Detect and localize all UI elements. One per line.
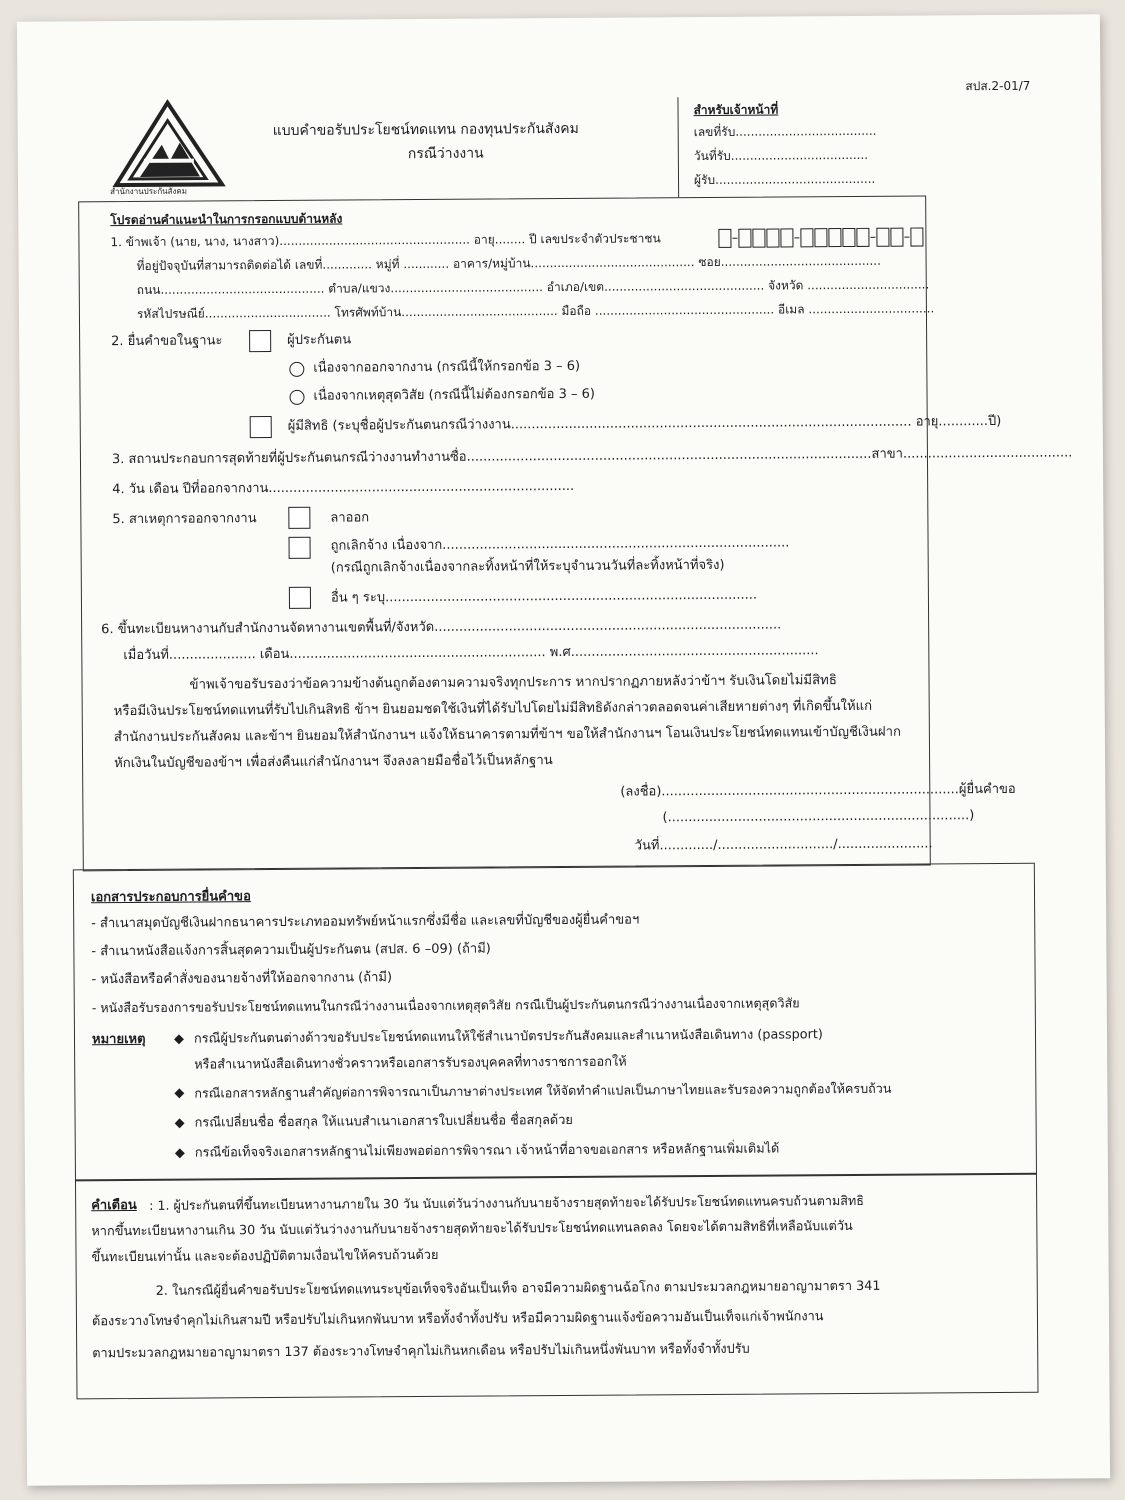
declaration-line-1: ข้าพเจ้าขอรับรองว่าข้อความข้างต้นถูกต้องตามความจริงทุกประการ หากปรากฏภายหลังว่าข้าฯ รับเงินโดยไม่มีสิทธิ — [189, 673, 837, 693]
officer-box — [677, 96, 915, 198]
signature-date-field[interactable]: วันที่............./............................/....................... — [634, 836, 933, 854]
declaration-line-2: หรือมีเงินประโยชน์ทดแทนที่รับไปเกินสิทธิ ข้าฯ ยินยอมชดใช้เงินที่ได้รับไปโดยไม่มีสิทธิดังกล่าวตลอดจนค่าเสียหายต่างๆ ที่เกิดขึ้นให้แก่ — [113, 698, 873, 720]
job-registration-field[interactable]: 6. ขึ้นทะเบียนหางานกับสำนักงานจัดหางานเขตพื้นที่/จังหวัด.................................................................................... — [101, 617, 782, 638]
beneficiary-field[interactable]: ผู้มีสิทธิ (ระบุชื่อผู้ประกันตนกรณีว่างงาน................................................................................................. อายุ............ปี) — [287, 413, 1002, 434]
resign-option-label: เนื่องจากออกจากงาน (กรณีนี้ให้กรอกข้อ 3 – 6) — [313, 358, 581, 376]
signature-field[interactable]: (ลงชื่อ)........................................................................ผู้ยื่นคำขอ — [620, 781, 1016, 800]
remark-bullet-icon: ◆ — [173, 1031, 185, 1047]
warning-line: ตามประมวลกฎหมายอาญามาตรา 137 ต้องระวางโทษจำคุกไม่เกินหกเดือน หรือปรับไม่เกินหนึ่งพันบาท หรือทั้งจำทั้งปรับ — [92, 1341, 750, 1362]
dismissed-field[interactable]: ถูกเลิกจ้าง เนื่องจาก.................................................................................... — [330, 535, 790, 554]
address-line[interactable]: ที่อยู่ปัจจุบันที่สามารถติดต่อได้ เลขที่............. หมู่ที่ ............ อาคาร/หมู่บ้าน........................................... ซอย.......................................... — [136, 253, 881, 273]
insured-checkbox[interactable] — [249, 330, 271, 352]
form-paper — [17, 14, 1110, 1486]
registration-date-field[interactable]: เมื่อวันที่..................... เดือน.............................................................. พ.ศ............................................................ — [123, 643, 819, 664]
document-item: - หนังสือหรือคำสั่งของนายจ้างที่ให้ออกจากงาน (ถ้ามี) — [91, 970, 393, 988]
received-no-field[interactable]: เลขที่รับ..................................... — [693, 123, 877, 140]
dismissed-checkbox[interactable] — [289, 537, 311, 559]
remark-item: กรณีข้อเท็จจริงเอกสารหลักฐานไม่เพียงพอต่อการพิจารณา เจ้าหน้าที่อาจขอเอกสาร หรือหลักฐานเพิ่มเติมได้ — [194, 1141, 780, 1161]
warning-label: คำเตือน — [91, 1197, 137, 1214]
logo-org-name: สำนักงานประกันสังคม — [110, 186, 188, 197]
declaration-line-3: สำนักงานประกันสังคม และข้าฯ ยินยอมให้สำนักงานฯ แจ้งให้ธนาคารตามที่ข้าฯ ขอให้สำนักงานฯ โอนเงินประโยชน์ทดแทนเข้าบัญชีเงินฝาก — [113, 724, 902, 746]
road-district-line[interactable]: ถนน........................................... ตำบล/แขวง........................................ อำเภอ/เขต.......................................... จังหวัด ................................ — [136, 277, 930, 297]
sso-logo — [109, 98, 230, 203]
disaster-option-label: เนื่องจากเหตุสุดวิสัย (กรณีนี้ไม่ต้องกรอกข้อ 3 – 6) — [313, 386, 595, 404]
postcode-contact-line[interactable]: รหัสไปรษณีย์................................. โทรศัพท์บ้าน......................................... มือถือ ............................................... อีเมล ................................. — [136, 301, 935, 321]
leave-reason-label: 5. สาเหตุการออกจากงาน — [112, 511, 257, 528]
remark-bullet-icon: ◆ — [174, 1085, 185, 1101]
declaration-line-4: หักเงินในบัญชีของข้าฯ เพื่อส่งคืนแก่สำนักงานฯ จึงลงลายมือชื่อไว้เป็นหลักฐาน — [114, 753, 553, 772]
last-workplace-field[interactable]: 3. สถานประกอบการสุดท้ายที่ผู้ประกันตนกรณีว่างงานทำงานซื่อ..................................................................................................สาขา......................................... — [111, 445, 1073, 468]
remark-bullet-icon: ◆ — [174, 1145, 185, 1161]
document-item: - หนังสือรับรองการขอรับประโยชน์ทดแทนในกรณีว่างงานเนื่องจากเหตุสุดวิสัย กรณีเป็นผู้ประกันตนกรณีว่างงานเนื่องจากเหตุสุดวิสัย — [91, 995, 800, 1016]
remark-item: หรือสำเนาหนังสือเดินทางชั่วคราวหรือเอกสารรับรองบุคคลที่ทางราชการออกให้ — [194, 1054, 627, 1073]
document-item: - สำเนาสมุดบัญชีเงินฝากธนาคารประเภทออมทรัพย์หน้าแรกซึ่งมีชื่อ และเลขที่บัญชีของผู้ยื่นคำขอฯ — [91, 912, 640, 932]
applicant-name-field[interactable]: 1. ข้าพเจ้า (นาย, นาง, นางสาว).................................................. อายุ........ ปี เลขประจำตัวประชาชน — [110, 231, 661, 250]
warning-line: : 1. ผู้ประกันตนที่ขึ้นทะเบียนหางานภายใน 30 วัน นับแต่วันว่างงานกับนายจ้างรายสุดท้ายจะได้รับประโยชน์ทดแทนครบถ้วนตามสิทธิ — [149, 1192, 864, 1213]
other-reason-field[interactable]: อื่น ๆ ระบุ.......................................................................................... — [330, 587, 758, 606]
received-date-field[interactable]: วันที่รับ.................................... — [693, 147, 869, 164]
receiver-field[interactable]: ผู้รับ.......................................... — [693, 171, 876, 188]
national-id-boxes[interactable] — [718, 227, 923, 247]
warning-line: หากขึ้นทะเบียนหางานเกิน 30 วัน นับแต่วันว่างงานกับนายจ้างรายสุดท้ายจะได้รับประโยชน์ทดแทนลดลง โดยจะได้ตามสิทธิที่เหลือนับแต่วัน — [91, 1218, 853, 1240]
resign-radio[interactable] — [289, 362, 304, 377]
dismissed-note: (กรณีถูกเลิกจ้างเนื่องจากละทิ้งหน้าที่ให้ระบุจำนวนวันที่ละทิ้งหน้าที่จริง) — [330, 557, 725, 576]
instructions-note: โปรดอ่านคำแนะนำในการกรอกแบบด้านหลัง — [110, 211, 343, 228]
insured-label: ผู้ประกันตน — [287, 332, 352, 348]
other-reason-checkbox[interactable] — [289, 587, 311, 609]
warning-line: ต้องระวางโทษจำคุกไม่เกินสามปี หรือปรับไม่เกินหกพันบาท หรือทั้งจำทั้งปรับ หรือมีความผิดฐานแจ้งข้อความอันเป็นเท็จแก่เจ้าพนักงาน — [91, 1309, 824, 1330]
printed-name-field[interactable]: (.........................................................................) — [662, 808, 975, 826]
remarks-label: หมายเหตุ — [91, 1031, 146, 1048]
leave-date-field[interactable]: 4. วัน เดือน ปีที่ออกจากงาน.......................................................................... — [112, 478, 575, 498]
form-subtitle: กรณีว่างงาน — [407, 145, 484, 163]
officer-box-heading: สำหรับเจ้าหน้าที่ — [693, 102, 779, 118]
warning-line: 2. ในกรณีผู้ยื่นคำขอรับประโยชน์ทดแทนระบุข้อเท็จจริงอันเป็นเท็จ อาจมีความผิดฐานฉ้อโกง ตามประมวลกฎหมายอาญามาตรา 341 — [155, 1278, 881, 1299]
remark-item: กรณีผู้ประกันตนต่างด้าวขอรับประโยชน์ทดแทนให้ใช้สำเนาบัตรประกันสังคมและสำเนาหนังสือเดินทาง (passport) — [193, 1027, 823, 1047]
resign-checkbox[interactable] — [288, 507, 310, 529]
applicant-status-label: 2. ยื่นคำขอในฐานะ — [111, 333, 223, 350]
remark-bullet-icon: ◆ — [174, 1115, 185, 1131]
resign-label: ลาออก — [330, 510, 370, 526]
document-item: - สำเนาหนังสือแจ้งการสิ้นสุดความเป็นผู้ประกันตน (สปส. 6 –09) (ถ้ามี) — [91, 941, 491, 960]
warning-line: ขึ้นทะเบียนเท่านั้น และจะต้องปฏิบัติตามเงื่อนไขให้ครบถ้วนด้วย — [91, 1247, 439, 1266]
remark-item: กรณีเอกสารหลักฐานสำคัญต่อการพิจารณาเป็นภาษาต่างประเทศ ให้จัดทำคำแปลเป็นภาษาไทยและรับรองความถูกต้องให้ครบถ้วน — [194, 1080, 892, 1101]
form-code: สปส.2-01/7 — [965, 78, 1031, 94]
remark-item: กรณีเปลี่ยนชื่อ ชื่อสกุล ให้แนบสำเนาเอกสารใบเปลี่ยนชื่อ ชื่อสกุลด้วย — [194, 1112, 573, 1131]
documents-heading: เอกสารประกอบการยื่นคำขอ — [90, 889, 251, 906]
disaster-radio[interactable] — [289, 390, 304, 405]
form-title: แบบคำขอรับประโยชน์ทดแทน กองทุนประกันสังคม — [272, 120, 579, 140]
beneficiary-checkbox[interactable] — [250, 416, 272, 438]
